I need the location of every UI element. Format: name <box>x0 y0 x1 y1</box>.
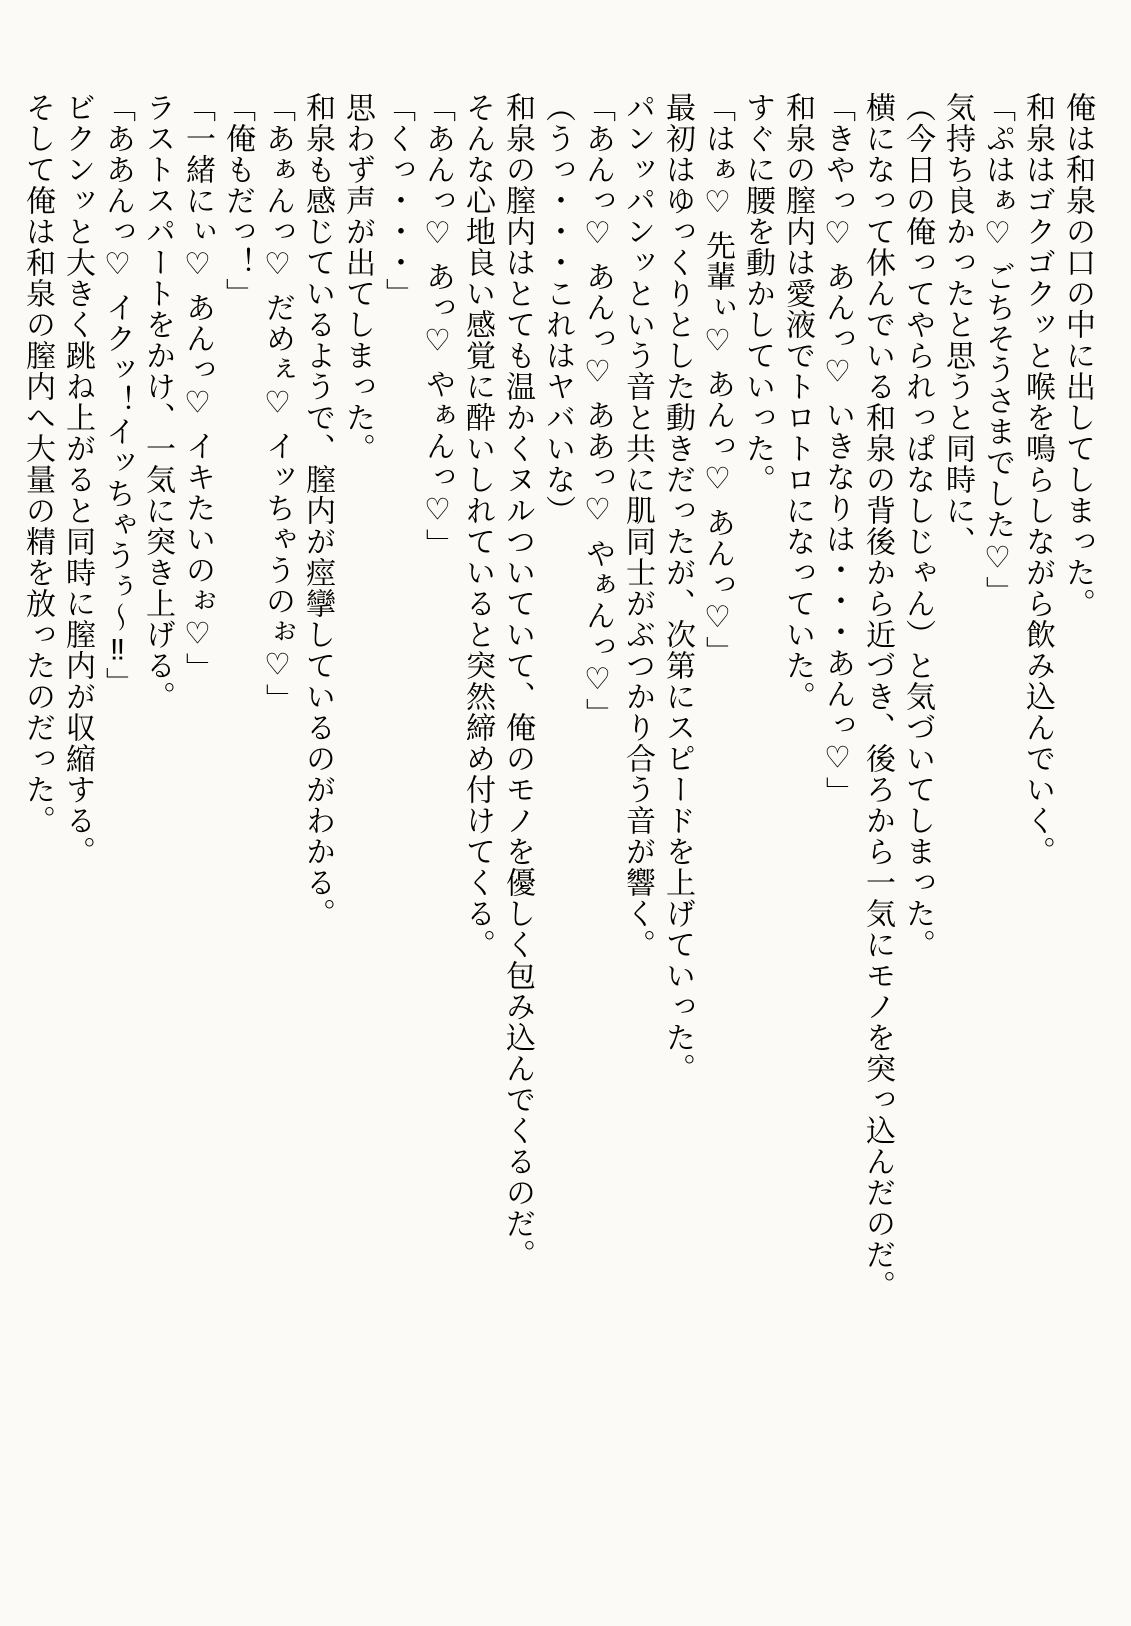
text-line-03: 「ぷはぁ♡ ごちそうさまでした♡」 <box>981 92 1014 608</box>
text-line-21: 「あぁんっ♡ だめぇ♡ イッちゃうのぉ♡」 <box>261 92 294 715</box>
text-line-20: 和泉も感じているようで、膣内が痙攣しているのがわかる。 <box>301 92 334 929</box>
text-line-11: 最初はゆっくりとした動きだったが、次第にスピードを上げていった。 <box>661 92 694 1084</box>
text-line-16: そんな心地良い感覚に酔いしれていると突然締め付けてくる。 <box>461 92 494 960</box>
text-line-08: 和泉の膣内は愛液でトロトロになっていた。 <box>781 92 814 712</box>
text-line-02: 和泉はゴクゴクッと喉を鳴らしながら飲み込んでいく。 <box>1021 92 1054 867</box>
text-line-06: 横になって休んでいる和泉の背後から近づき、後ろから一気にモノを突っ込んだのだ。 <box>861 92 894 1301</box>
text-line-19: 思わず声が出てしまった。 <box>341 92 374 464</box>
text-line-13: 「あんっ♡ あんっ♡ ああっ♡ やぁんっ♡」 <box>581 92 614 730</box>
text-line-17: 「あんっ♡ あっ♡ やぁんっ♡」 <box>421 92 454 560</box>
text-line-07: 「きやっ♡ あんっ♡ いきなりは・・・あんっ♡」 <box>821 92 854 808</box>
text-line-04: 気持ち良かったと思うと同時に、 <box>941 92 974 557</box>
text-line-26: ビクンッと大きく跳ね上がると同時に膣内が収縮する。 <box>61 92 94 867</box>
text-line-12: パンッパンッという音と共に肌同士がぶつかり合う音が響く。 <box>621 92 654 960</box>
text-line-24: ラストスパートをかけ、一気に突き上げる。 <box>141 92 174 712</box>
text-line-09: すぐに腰を動かしていった。 <box>741 92 774 495</box>
text-line-18: 「くっ・・・」 <box>381 92 414 309</box>
text-line-27: そして俺は和泉の膣内へ大量の精を放ったのだった。 <box>21 92 54 836</box>
text-line-22: 「俺もだっ！」 <box>221 92 254 309</box>
text-line-25: 「ああんっ♡ イクッ！イッちゃうぅ～‼」 <box>101 92 134 699</box>
text-line-23: 「一緒にぃ♡ あんっ♡ イキたいのぉ♡」 <box>181 92 214 684</box>
text-line-01: 俺は和泉の口の中に出してしまった。 <box>1061 92 1094 619</box>
text-line-10: 「はぁ♡ 先輩ぃ♡ あんっ♡ あんっ♡」 <box>701 92 734 668</box>
text-line-05: （今日の俺ってやられっぱなしじゃん）と気づいてしまった。 <box>901 92 934 960</box>
text-line-15: 和泉の膣内はとても温かくヌルついていて、俺のモノを優しく包み込んでくるのだ。 <box>501 92 534 1270</box>
text-line-14: （うっ・・・これはヤバいな） <box>541 92 574 526</box>
